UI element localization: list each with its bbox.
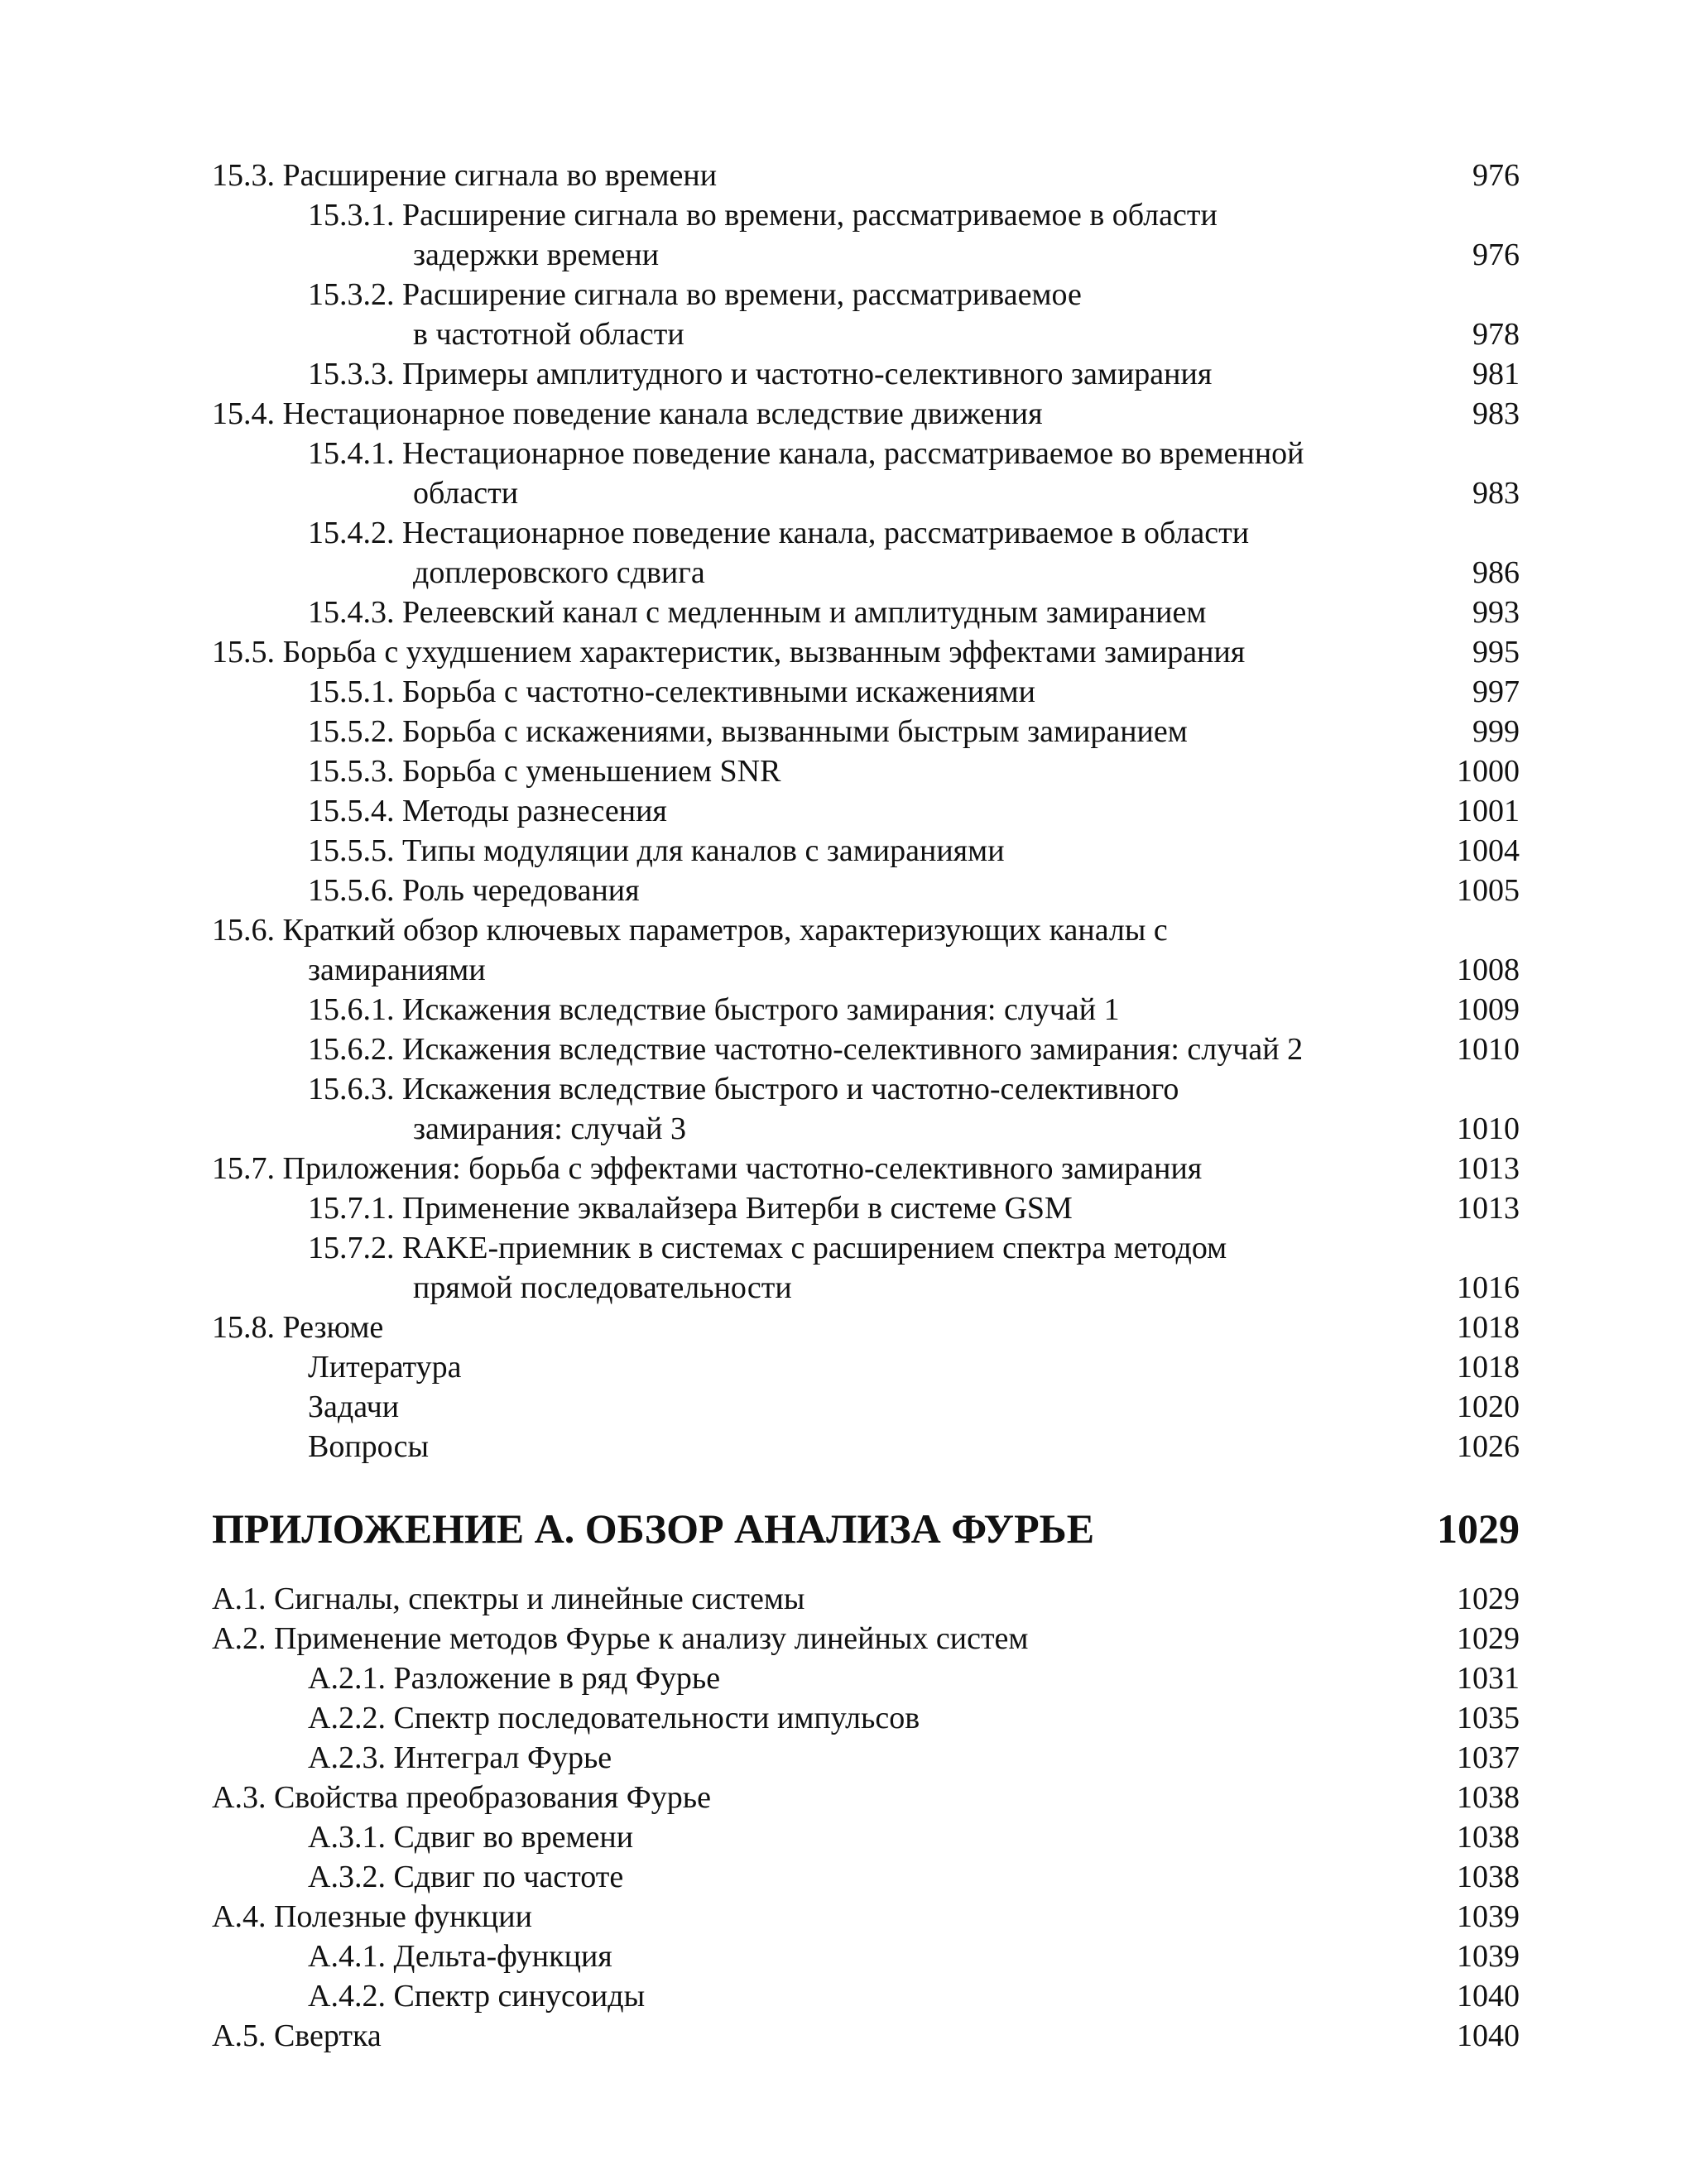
toc-entry-title: 15.5.1. Борьба с частотно-селективными искажениями: [308, 674, 1035, 709]
toc-entry-title: А.1. Сигналы, спектры и линейные системы: [212, 1582, 805, 1616]
toc-page-number: 1037: [1457, 1740, 1520, 1775]
toc-entry-title: 15.4.1. Нестационарное поведение канала, рассматриваемое во временной: [308, 436, 1304, 471]
toc-page-number: 1001: [1457, 794, 1520, 828]
toc-entry: [212, 1069, 1520, 1149]
toc-entry: [212, 275, 1520, 354]
toc-entry: [212, 1347, 1520, 1387]
chapter-page-number: 1029: [1437, 1505, 1520, 1552]
toc-page: [212, 156, 1520, 2056]
toc-page-number: 1016: [1457, 1270, 1520, 1305]
toc-entry: [212, 871, 1520, 910]
toc-entry-title: 15.7. Приложения: борьба с эффектами частотно-селективного замирания: [212, 1151, 1203, 1186]
toc-page-number: 1013: [1457, 1151, 1520, 1186]
toc-entry: [212, 1897, 1520, 1937]
toc-page-number: 981: [1472, 357, 1520, 391]
toc-entry-title-continued: замирания: случай 3: [413, 1111, 686, 1146]
toc-page-number: 1008: [1457, 953, 1520, 987]
toc-entry-title: 15.3.3. Примеры амплитудного и частотно-селективного замирания: [308, 357, 1213, 391]
appendix-chapter-heading: [212, 1483, 1520, 1574]
toc-entry: [212, 990, 1520, 1030]
toc-entry-title: 15.6.1. Искажения вследствие быстрого замирания: случай 1: [308, 992, 1120, 1027]
toc-page-number: 976: [1472, 238, 1520, 272]
toc-page-number: 983: [1472, 396, 1520, 431]
toc-entry: [212, 1857, 1520, 1897]
toc-entry-title: А.3.2. Сдвиг по частоте: [308, 1860, 624, 1894]
toc-entry: [212, 632, 1520, 672]
toc-entry-title: 15.8. Резюме: [212, 1310, 384, 1345]
toc-page-number: 1029: [1457, 1582, 1520, 1616]
toc-page-number: 1026: [1457, 1429, 1520, 1464]
toc-entry: [212, 1228, 1520, 1308]
toc-entry-title: 15.3.1. Расширение сигнала во времени, рассматриваемое в области: [308, 198, 1218, 233]
toc-entry: [212, 1427, 1520, 1466]
toc-entry-title: 15.4.3. Релеевский канал с медленным и амплитудным замиранием: [308, 595, 1207, 630]
toc-entry-title: 15.6. Краткий обзор ключевых параметров, характеризующих каналы с: [212, 913, 1168, 948]
toc-entry: [212, 513, 1520, 593]
toc-entry: [212, 672, 1520, 712]
toc-entry-title-continued: прямой последовательности: [413, 1270, 792, 1305]
appendix-section-list: [212, 1579, 1520, 2056]
toc-entry-title: 15.5.3. Борьба с уменьшением SNR: [308, 754, 781, 789]
toc-entry-title: Задачи: [308, 1390, 400, 1424]
toc-page-number: 1035: [1457, 1701, 1520, 1735]
toc-page-number: 1039: [1457, 1899, 1520, 1934]
toc-page-number: 997: [1472, 674, 1520, 709]
toc-entry: [212, 910, 1520, 990]
toc-page-number: 1004: [1457, 833, 1520, 868]
toc-entry: [212, 1387, 1520, 1427]
toc-entry: [212, 195, 1520, 275]
toc-entry: [212, 1937, 1520, 1976]
toc-entry-title-continued: в частотной области: [413, 317, 684, 352]
toc-entry: [212, 1658, 1520, 1698]
chapter-title: ПРИЛОЖЕНИЕ А. ОБЗОР АНАЛИЗА ФУРЬЕ: [212, 1505, 1095, 1552]
toc-entry: [212, 1738, 1520, 1778]
toc-page-number: 1018: [1457, 1350, 1520, 1385]
toc-page-number: 993: [1472, 595, 1520, 630]
toc-page-number: 1010: [1457, 1032, 1520, 1067]
toc-entry: [212, 1579, 1520, 1619]
toc-entry: [212, 1149, 1520, 1188]
toc-entry-title: А.4.2. Спектр синусоиды: [308, 1979, 646, 2014]
toc-entry-title-continued: задержки времени: [413, 238, 660, 272]
toc-page-number: 1020: [1457, 1390, 1520, 1424]
toc-entry: [212, 1308, 1520, 1347]
toc-page-number: 999: [1472, 714, 1520, 749]
toc-entry-title: 15.3.2. Расширение сигнала во времени, рассматриваемое: [308, 277, 1082, 312]
toc-entry: [212, 831, 1520, 871]
toc-page-number: 983: [1472, 476, 1520, 511]
toc-entry-title: 15.5.4. Методы разнесения: [308, 794, 667, 828]
toc-entry-title: А.4.1. Дельта-функция: [308, 1939, 612, 1974]
toc-page-number: 1009: [1457, 992, 1520, 1027]
toc-page-number: 1038: [1457, 1820, 1520, 1855]
toc-entry-title: 15.6.3. Искажения вследствие быстрого и частотно-селективного: [308, 1072, 1179, 1106]
toc-entry-title: А.3. Свойства преобразования Фурье: [212, 1780, 711, 1815]
toc-entry: [212, 1698, 1520, 1738]
toc-entry-title: 15.7.2. RAKE-приемник в системах с расширением спектра методом: [308, 1231, 1227, 1265]
toc-entry-title: 15.5.6. Роль чередования: [308, 873, 640, 908]
toc-entry: [212, 1778, 1520, 1817]
toc-entry: [212, 791, 1520, 831]
toc-entry-title: А.5. Свертка: [212, 2018, 382, 2053]
toc-entry-title: А.2.1. Разложение в ряд Фурье: [308, 1661, 721, 1696]
toc-entry-title: А.3.1. Сдвиг во времени: [308, 1820, 634, 1855]
toc-entry: [212, 434, 1520, 513]
toc-page-number: 1031: [1457, 1661, 1520, 1696]
toc-page-number: 1000: [1457, 754, 1520, 789]
toc-page-number: 1005: [1457, 873, 1520, 908]
toc-page-number: 978: [1472, 317, 1520, 352]
toc-entry-title: А.2.2. Спектр последовательности импульсов: [308, 1701, 920, 1735]
toc-entry: [212, 751, 1520, 791]
toc-entry-title: А.2. Применение методов Фурье к анализу линейных систем: [212, 1621, 1029, 1656]
toc-entry-title: 15.4.2. Нестационарное поведение канала, рассматриваемое в области: [308, 516, 1250, 550]
toc-entry: [212, 394, 1520, 434]
toc-entry-title: 15.6.2. Искажения вследствие частотно-селективного замирания: случай 2: [308, 1032, 1304, 1067]
toc-page-number: 1013: [1457, 1191, 1520, 1226]
toc-entry-title: 15.5. Борьба с ухудшением характеристик, вызванным эффектами замирания: [212, 635, 1246, 670]
toc-entry: [212, 156, 1520, 195]
toc-entry-title-continued: области: [413, 476, 519, 511]
toc-page-number: 995: [1472, 635, 1520, 670]
toc-page-number: 1039: [1457, 1939, 1520, 1974]
toc-entry: [212, 712, 1520, 751]
toc-page-number: 1018: [1457, 1310, 1520, 1345]
toc-entry-title: 15.4. Нестационарное поведение канала вследствие движения: [212, 396, 1043, 431]
toc-entry: [212, 1030, 1520, 1069]
toc-entry-title: 15.5.2. Борьба с искажениями, вызванными быстрым замиранием: [308, 714, 1188, 749]
toc-entry-title: 15.5.5. Типы модуляции для каналов с замираниями: [308, 833, 1005, 868]
toc-entry-title-continued: доплеровского сдвига: [413, 555, 705, 590]
toc-entry-title-continued: замираниями: [308, 953, 486, 987]
toc-entry: [212, 1619, 1520, 1658]
toc-page-number: 986: [1472, 555, 1520, 590]
toc-entry-title: 15.7.1. Применение эквалайзера Витерби в системе GSM: [308, 1191, 1073, 1226]
toc-page-number: 1010: [1457, 1111, 1520, 1146]
toc-page-number: 1029: [1457, 1621, 1520, 1656]
toc-entry-title: А.4. Полезные функции: [212, 1899, 532, 1934]
toc-page-number: 1038: [1457, 1780, 1520, 1815]
toc-entry: [212, 354, 1520, 394]
toc-entry: [212, 1817, 1520, 1857]
toc-section-list: [212, 156, 1520, 1466]
toc-entry-title: А.2.3. Интеграл Фурье: [308, 1740, 612, 1775]
toc-page-number: 1040: [1457, 2018, 1520, 2053]
toc-entry: [212, 2016, 1520, 2056]
toc-page-number: 1040: [1457, 1979, 1520, 2014]
toc-entry-title: Вопросы: [308, 1429, 430, 1464]
toc-entry-title: Литература: [308, 1350, 462, 1385]
toc-entry: [212, 593, 1520, 632]
toc-entry-title: 15.3. Расширение сигнала во времени: [212, 158, 718, 193]
toc-entry: [212, 1188, 1520, 1228]
toc-page-number: 976: [1472, 158, 1520, 193]
toc-page-number: 1038: [1457, 1860, 1520, 1894]
toc-entry: [212, 1976, 1520, 2016]
